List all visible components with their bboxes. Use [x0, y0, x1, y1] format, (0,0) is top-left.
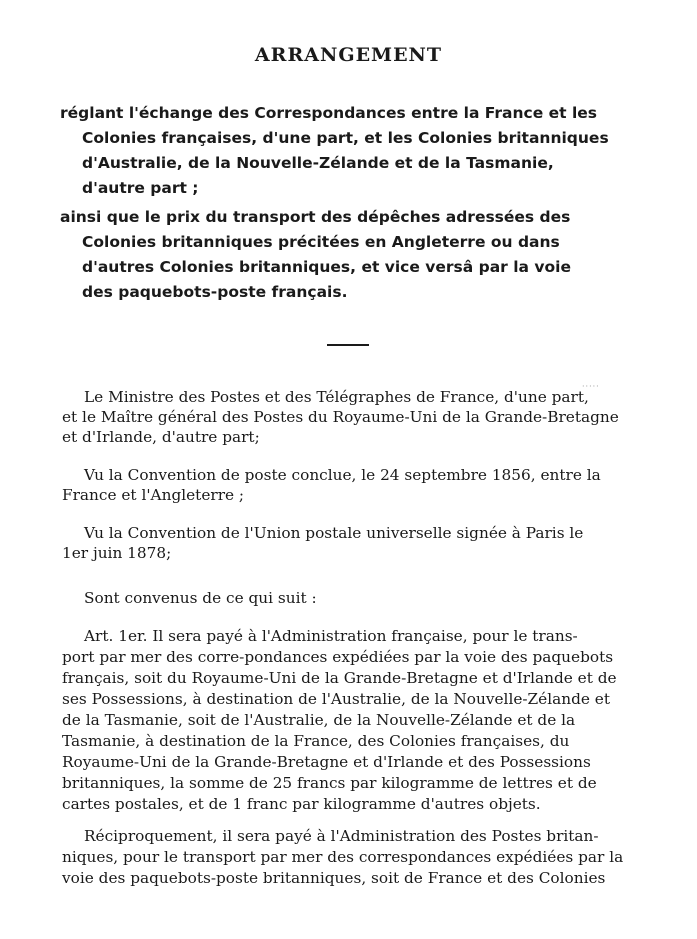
body-line: Art. 1er. Il sera payé à l'Administration française, pour le trans-	[84, 627, 578, 645]
body-line: port par mer des corre-pondances expédiées par la voie des paquebots	[62, 648, 614, 666]
heading-line: d'Australie, de la Nouvelle-Zélande et de la Tasmanie,	[82, 154, 554, 172]
heading-line: Colonies britanniques précitées en Angleterre ou dans	[82, 233, 560, 251]
body-line: cartes postales, et de 1 franc par kilogramme d'autres objets.	[62, 795, 541, 813]
body-line: et le Maître général des Postes du Royaume-Uni de la Grande-Bretagne	[62, 408, 619, 426]
body-line: niques, pour le transport par mer des correspondances expédiées par la	[62, 848, 624, 866]
body-line: ses Possessions, à destination de l'Australie, de la Nouvelle-Zélande et	[62, 690, 611, 708]
body-line: France et l'Angleterre ;	[62, 486, 245, 504]
body-line: et d'Irlande, d'autre part;	[62, 428, 260, 446]
body-line: Vu la Convention de l'Union postale universelle signée à Paris le	[84, 524, 584, 542]
heading-line: Colonies françaises, d'une part, et les Colonies britanniques	[82, 129, 609, 147]
body-line: français, soit du Royaume-Uni de la Grande-Bretagne et d'Irlande et de	[62, 669, 617, 687]
body-line: Sont convenus de ce qui suit :	[84, 589, 317, 607]
stray-mark: ·····	[582, 382, 600, 391]
body-line: Royaume-Uni de la Grande-Bretagne et d'Irlande et des Possessions	[62, 753, 591, 771]
body-line: britanniques, la somme de 25 francs par kilogramme de lettres et de	[62, 774, 597, 792]
body-line: de la Tasmanie, soit de l'Australie, de la Nouvelle-Zélande et de la	[62, 711, 576, 729]
body-line: voie des paquebots-poste britanniques, soit de France et des Colonies	[62, 869, 606, 887]
heading-line: d'autre part ;	[82, 179, 199, 197]
body-line: Réciproquement, il sera payé à l'Administration des Postes britan-	[84, 827, 599, 845]
body-line: Le Ministre des Postes et des Télégraphes de France, d'une part,	[84, 388, 589, 406]
divider-rule	[327, 344, 369, 346]
document-title: ARRANGEMENT	[254, 44, 443, 66]
heading-line: réglant l'échange des Correspondances entre la France et les	[60, 104, 598, 122]
heading-line: d'autres Colonies britanniques, et vice versâ par la voie	[82, 258, 571, 276]
heading-line: des paquebots-poste français.	[82, 283, 348, 301]
body-line: Tasmanie, à destination de la France, des Colonies françaises, du	[62, 732, 570, 750]
body-line: Vu la Convention de poste conclue, le 24 septembre 1856, entre la	[84, 466, 601, 484]
heading-line: ainsi que le prix du transport des dépêches adressées des	[60, 208, 571, 226]
body-line: 1er juin 1878;	[62, 544, 172, 562]
